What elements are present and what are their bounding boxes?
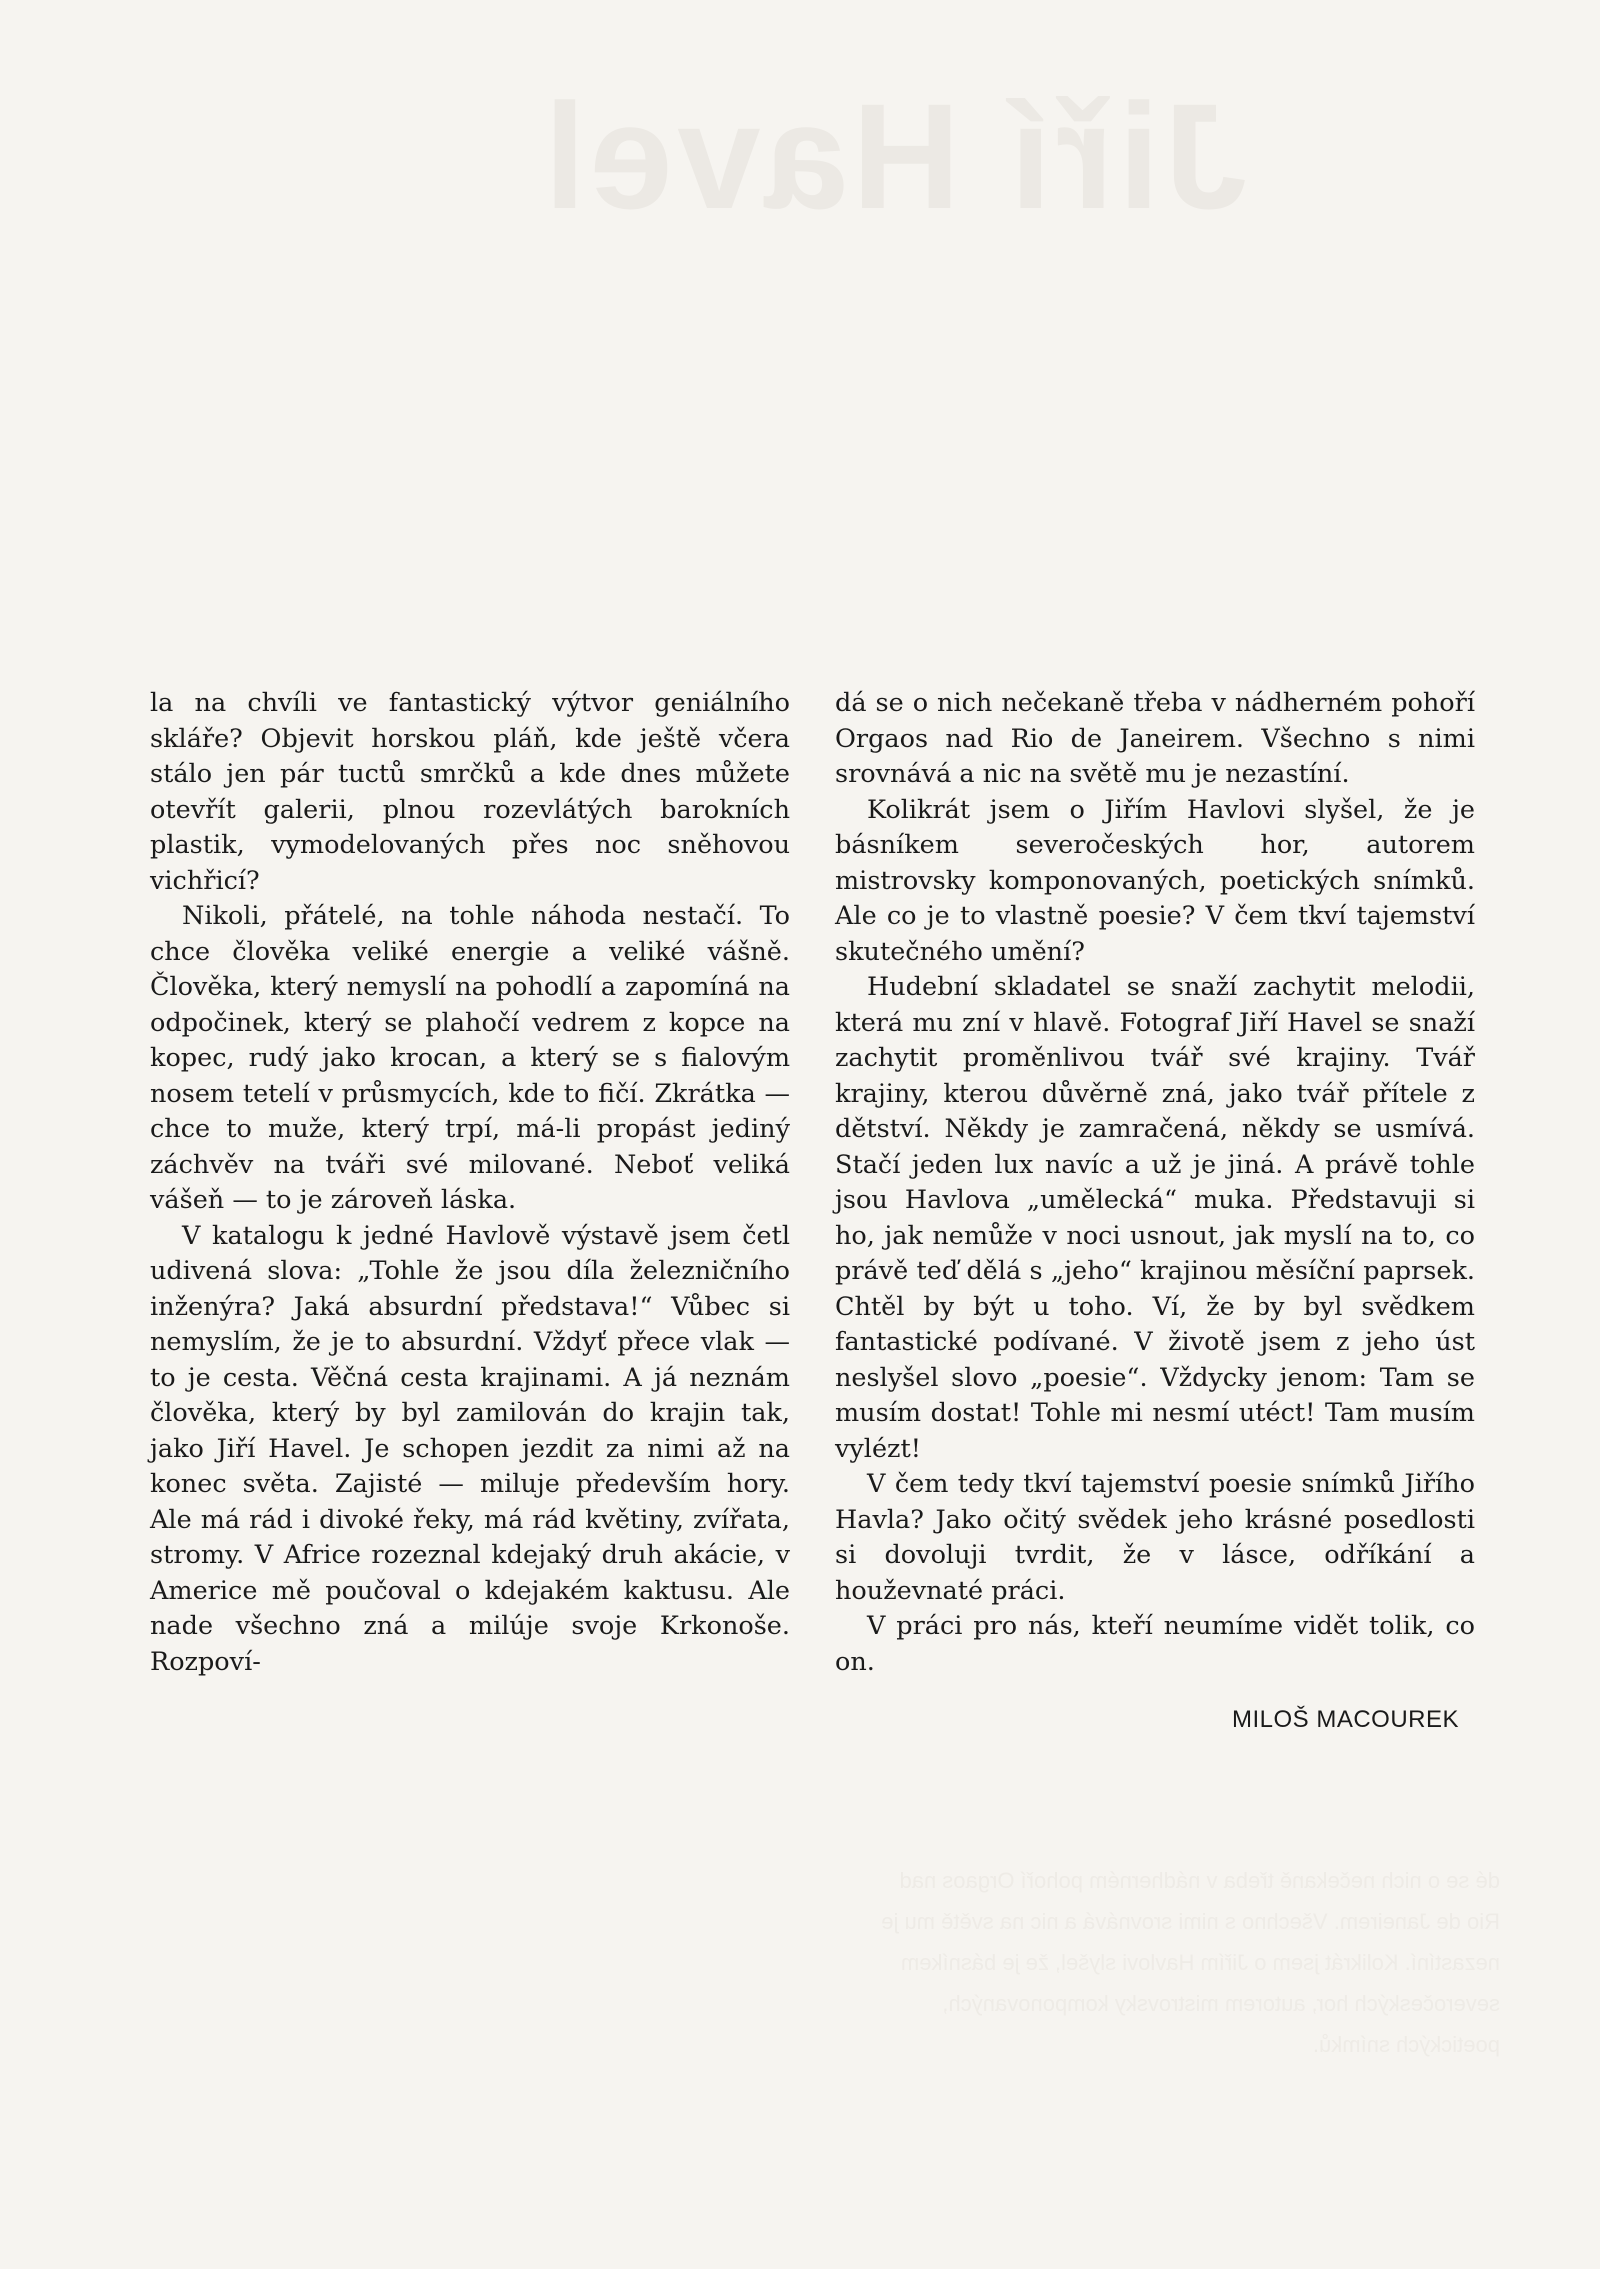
- bleed-through-title: Jiří Havel: [540, 72, 1248, 240]
- paragraph: dá se o nich nečekaně třeba v nádherném pohoří Orgaos nad Rio de Janeirem. Všechno s nimi srovnává a nic na světě mu je nezastíní.: [835, 688, 1475, 789]
- paragraph: Kolikrát jsem o Jiřím Havlovi slyšel, že je básníkem severočeských hor, autorem mistrovsky komponovaných, poetických snímků. Ale co je to vlastně poesie? V čem tkví tajemství skutečného umění?: [835, 794, 1475, 967]
- paragraph: Nikoli, přátelé, na tohle náhoda nestačí. To chce člověka veliké energie a veliké vášně. Člověka, který nemyslí na pohodlí a zapomíná na odpočinek, který se plahočí vedrem z kopce na kopec, rudý jako krocan, a který se s fialovým nosem tetelí v průsmycích, kde to fičí. Zkrátka — chce to muže, který trpí, má-li propást jediný záchvěv na tváři své milované. Neboť veliká vášeň — to je zároveň láska.: [150, 901, 790, 1215]
- author-signature: MILOŠ MACOUREK: [1231, 1706, 1459, 1733]
- right-column: [835, 686, 1475, 1734]
- paragraph: V katalogu k jedné Havlově výstavě jsem četl udivená slova: „Tohle že jsou díla železničního inženýra? Jaká absurdní představa!“ Vůbec si nemyslím, že je to absurdní. Vždyť přece vlak — to je cesta. Věčná cesta krajinami. A já neznám člověka, který by byl zamilován do krajin tak, jako Jiří Havel. Je schopen jezdit za nimi až na konec světa. Zajisté — miluje především hory. Ale má rád i divoké řeky, má rád květiny, zvířata, stromy. V Africe rozeznal kdejaký druh akácie, v Americe mě poučoval o kdejakém kaktusu. Ale nade všechno zná a milúje svoje Krkonoše. Rozpoví-: [150, 1220, 790, 1677]
- article: [150, 686, 1475, 1734]
- paragraph: V práci pro nás, kteří neumíme vidět tolik, co on.: [835, 1611, 1475, 1677]
- paragraph: Hudební skladatel se snaží zachytit melodii, která mu zní v hlavě. Fotograf Jiří Havel se snaží zachytit proměnlivou tvář své krajiny. Tvář krajiny, kterou důvěrně zná, jako tvář přítele z dětství. Někdy je zamračená, někdy se usmívá. Stačí jeden lux navíc a už je jiná. A právě tohle jsou Havlova „umělecká“ muka. Představuji si ho, jak nemůže v noci usnout, jak myslí na to, co právě teď dělá s „jeho“ krajinou měsíční paprsek. Chtěl by být u toho. Ví, že by byl svědkem fantastické podívané. V životě jsem z jeho úst neslyšel slovo „poesie“. Vždycky jenom: Tam se musím dostat! Tohle mi nesmí utéct! Tam musím vylézt!: [835, 972, 1475, 1464]
- paragraph: V čem tedy tkví tajemství poesie snímků Jiřího Havla? Jako očitý svědek jeho krásné posedlosti si dovoluji tvrdit, že v lásce, odříkání a houževnaté práci.: [835, 1469, 1475, 1606]
- paragraph: la na chvíli ve fantastický výtvor geniálního skláře? Objevit horskou pláň, kde ještě včera stálo jen pár tuctů smrčků a kde dnes můžete otevřít galerii, plnou rozevlátých barokních plastik, vymodelovaných přes noc sněhovou vichřicí?: [150, 688, 790, 896]
- left-column: [150, 686, 790, 1734]
- bleed-through-text: dé se o nich nečekaně třeba v nádherném pohoří Orgaos nad Rio de Janeirem. Všechno s nimi srovnává a nic na světě mu je nezastíní. Kolikrát jsem o Jiřím Havlovi slyšel, že je básníkem severočeských hor, autorem mistrovsky komponovaných, poetických snímků.: [881, 1868, 1500, 2057]
